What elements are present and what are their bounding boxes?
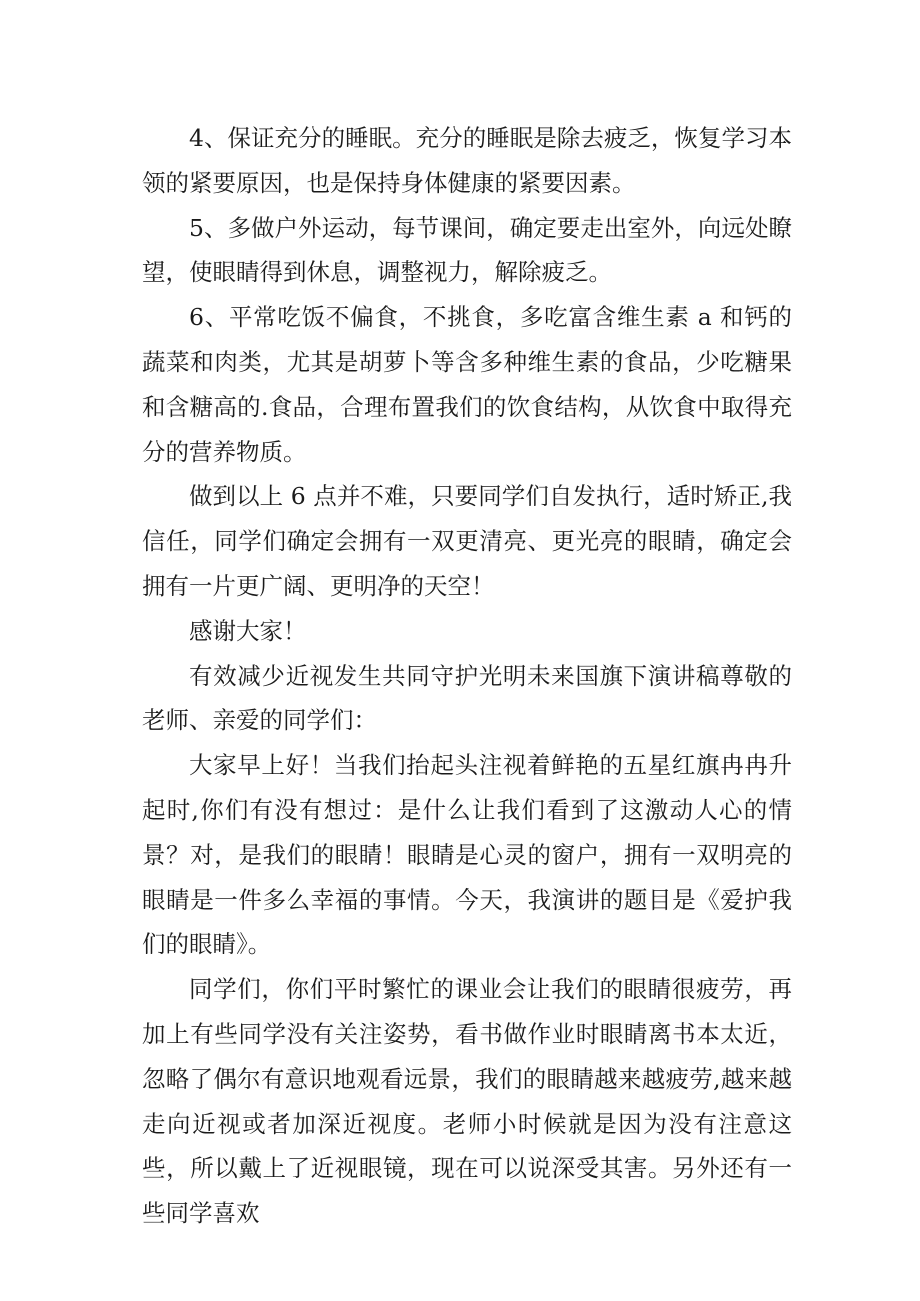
paragraph-speech-title: 有效减少近视发生共同守护光明未来国旗下演讲稿尊敬的老师、亲爱的同学们： <box>142 661 792 735</box>
paragraph-speech-body: 同学们，你们平时繁忙的课业会让我们的眼睛很疲劳，再加上有些同学没有关注姿势，看书做作业时眼睛离书本太近，忽略了偶尔有意识地观看远景，我们的眼睛越来越疲劳,越来越走向近视或者加深近视度。老师小时候就是因为没有注意这些，所以戴上了近视眼镜，现在可以说深受其害。另外还有一些同学喜欢 <box>142 975 792 1228</box>
document-body <box>142 116 792 1236</box>
paragraph-speech-intro: 大家早上好！当我们抬起头注视着鲜艳的五星红旗冉冉升起时,你们有没有想过：是什么让我们看到了这激动人心的情景？对，是我们的眼睛！眼睛是心灵的窗户，拥有一双明亮的眼睛是一件多么幸福的事情。今天，我演讲的题目是《爱护我们的眼睛》。 <box>142 751 792 959</box>
paragraph-sleep-tip: 4、保证充分的睡眠。充分的睡眠是除去疲乏，恢复学习本领的紧要原因，也是保持身体健康的紧要因素。 <box>142 124 792 197</box>
paragraph-diet-tip: 6、平常吃饭不偏食，不挑食，多吃富含维生素 a 和钙的蔬菜和肉类，尤其是胡萝卜等含多种维生素的食品，少吃糖果和含糖高的.食品，合理布置我们的饮食结构，从饮食中取得充分的营养物质。 <box>142 303 792 466</box>
paragraph-thanks: 感谢大家！ <box>189 616 307 645</box>
paragraph-outdoor-tip: 5、多做户外运动，每节课间，确定要走出室外，向远处瞭望，使眼睛得到休息，调整视力，解除疲乏。 <box>142 213 792 287</box>
paragraph-summary: 做到以上 6 点并不难，只要同学们自发执行，适时矫正,我信任，同学们确定会拥有一双更清亮、更光亮的眼睛，确定会拥有一片更广阔、更明净的天空！ <box>142 482 792 600</box>
